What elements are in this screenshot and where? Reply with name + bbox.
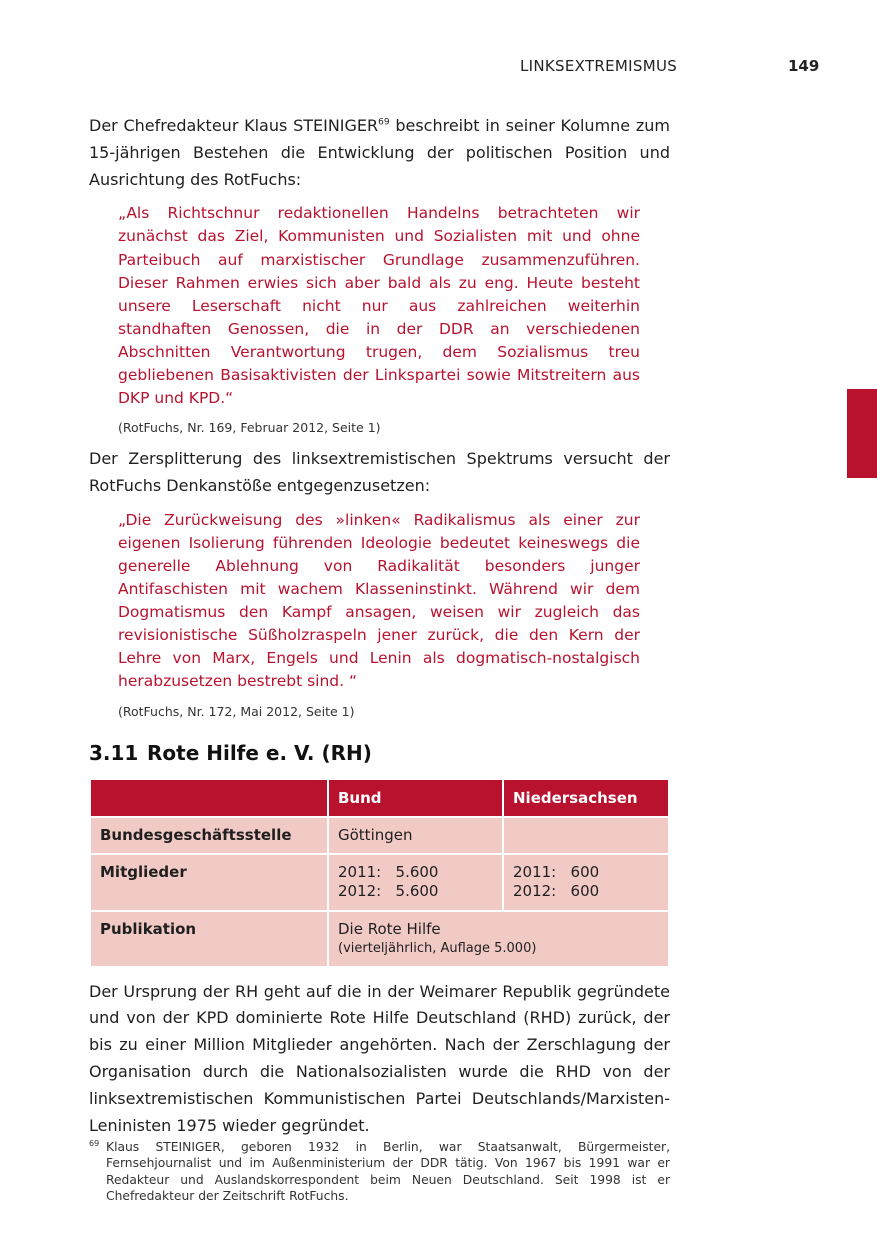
table-row xyxy=(90,911,669,967)
publication-name: Die Rote Hilfe xyxy=(338,919,441,938)
row-label: Bundesgeschäftsstelle xyxy=(90,817,328,854)
intro-text-continued: beschreibt in seiner Kolumne zum 15-jährigen Bestehen die Entwicklung der politischen Position und Ausrichtung des RotFuchs: xyxy=(89,116,670,189)
table-row xyxy=(90,817,669,854)
members-value: 2011: 5.600 xyxy=(338,862,439,881)
running-header: LINKSEXTREMISMUS xyxy=(520,57,678,75)
footnote xyxy=(89,1139,670,1204)
footnote-reference[interactable]: 69 xyxy=(378,117,390,128)
table-cell xyxy=(503,854,669,911)
main-content xyxy=(89,113,670,1139)
body-paragraph: Der Ursprung der RH geht auf die in der Weimarer Republik gegründete und von der KPD dominierte Rote Hilfe Deutschland (RHD) zurück, der bis zu einer Million Mitglieder angehörten. Nach der Zerschlagung der Organisation durch die Nationalsozialisten wurde die RHD von der linksextremistischen Kommunistischen Partei Deutschlands/Marxisten-Leninisten 1975 wieder gegründet. xyxy=(89,981,670,1135)
members-value: 2011: 600 xyxy=(513,862,600,881)
table-cell xyxy=(328,854,503,911)
table-header xyxy=(90,779,328,817)
publication-note: (vierteljährlich, Auflage 5.000) xyxy=(338,940,537,956)
members-value: 2012: 600 xyxy=(513,881,600,900)
chapter-thumb-tab xyxy=(847,389,877,478)
row-label: Mitglieder xyxy=(90,854,328,911)
table-cell xyxy=(328,911,669,967)
intro-paragraph xyxy=(89,113,670,193)
footnote-text: Klaus STEINIGER, geboren 1932 in Berlin, war Staatsanwalt, Bürgermeister, Fernsehjournalist und im Außenministerium der DDR tätig. Von 1967 bis 1991 war er Redakteur und Auslandskorrespondent beim Neuen Deutschland. Seit 1998 ist er Chefredakteur der Zeitschrift RotFuchs. xyxy=(106,1140,670,1203)
row-label: Publikation xyxy=(90,911,328,967)
quote-source: (RotFuchs, Nr. 172, Mai 2012, Seite 1) xyxy=(118,703,355,719)
section-number: 3.11 xyxy=(89,740,139,765)
quote-source: (RotFuchs, Nr. 169, Februar 2012, Seite 1) xyxy=(118,420,381,436)
body-paragraph: Der Zersplitterung des linksextremistischen Spektrums versucht der RotFuchs Denkanstöße entgegenzusetzen: xyxy=(89,449,670,496)
organization-table xyxy=(89,778,670,968)
table-header-row xyxy=(90,779,669,817)
members-value: 2012: 5.600 xyxy=(338,881,439,900)
section-heading xyxy=(89,741,670,765)
footnote-number: 69 xyxy=(89,1139,100,1148)
section-title: Rote Hilfe e. V. (RH) xyxy=(147,740,372,765)
quote-block: „Als Richtschnur redaktionellen Handelns betrachteten wir zunächst das Ziel, Kommunisten und Sozialisten mit und ohne Parteibuch auf marxistischer Grundlage zusammenzuführen. Dieser Rahmen erwies sich aber bald als zu eng. Heute besteht unsere Leserschaft nicht nur aus zahlreichen weiterhin standhaften Genossen, die in der DDR an verschiedenen Abschnitten Verantwortung trugen, dem Sozialismus treu gebliebenen Basisaktivisten der Linkspartei sowie Mitstreitern aus DKP und KPD.“ xyxy=(118,204,640,408)
intro-text: Der Chefredakteur Klaus STEINIGER xyxy=(89,116,379,135)
quote-block: „Die Zurückweisung des »linken« Radikalismus als einer zur eigenen Isolierung führenden Ideologie bedeutet keineswegs die generelle Ablehnung von Radikalität besonders junger Antifaschisten mit wachem Klasseninstinkt. Während wir dem Dogmatismus den Kampf ansagen, weisen wir zugleich das revisionistische Süßholzraspeln jener zurück, die den Kern der Lehre von Marx, Engels und Lenin als dogmatisch-nostalgisch herabzusetzen bestrebt sind. “ xyxy=(118,510,640,691)
table-header: Bund xyxy=(328,779,503,817)
table-header: Niedersachsen xyxy=(503,779,669,817)
page-number: 149 xyxy=(788,57,820,75)
table-cell: Göttingen xyxy=(328,817,503,854)
table-row xyxy=(90,854,669,911)
table-cell xyxy=(503,817,669,854)
